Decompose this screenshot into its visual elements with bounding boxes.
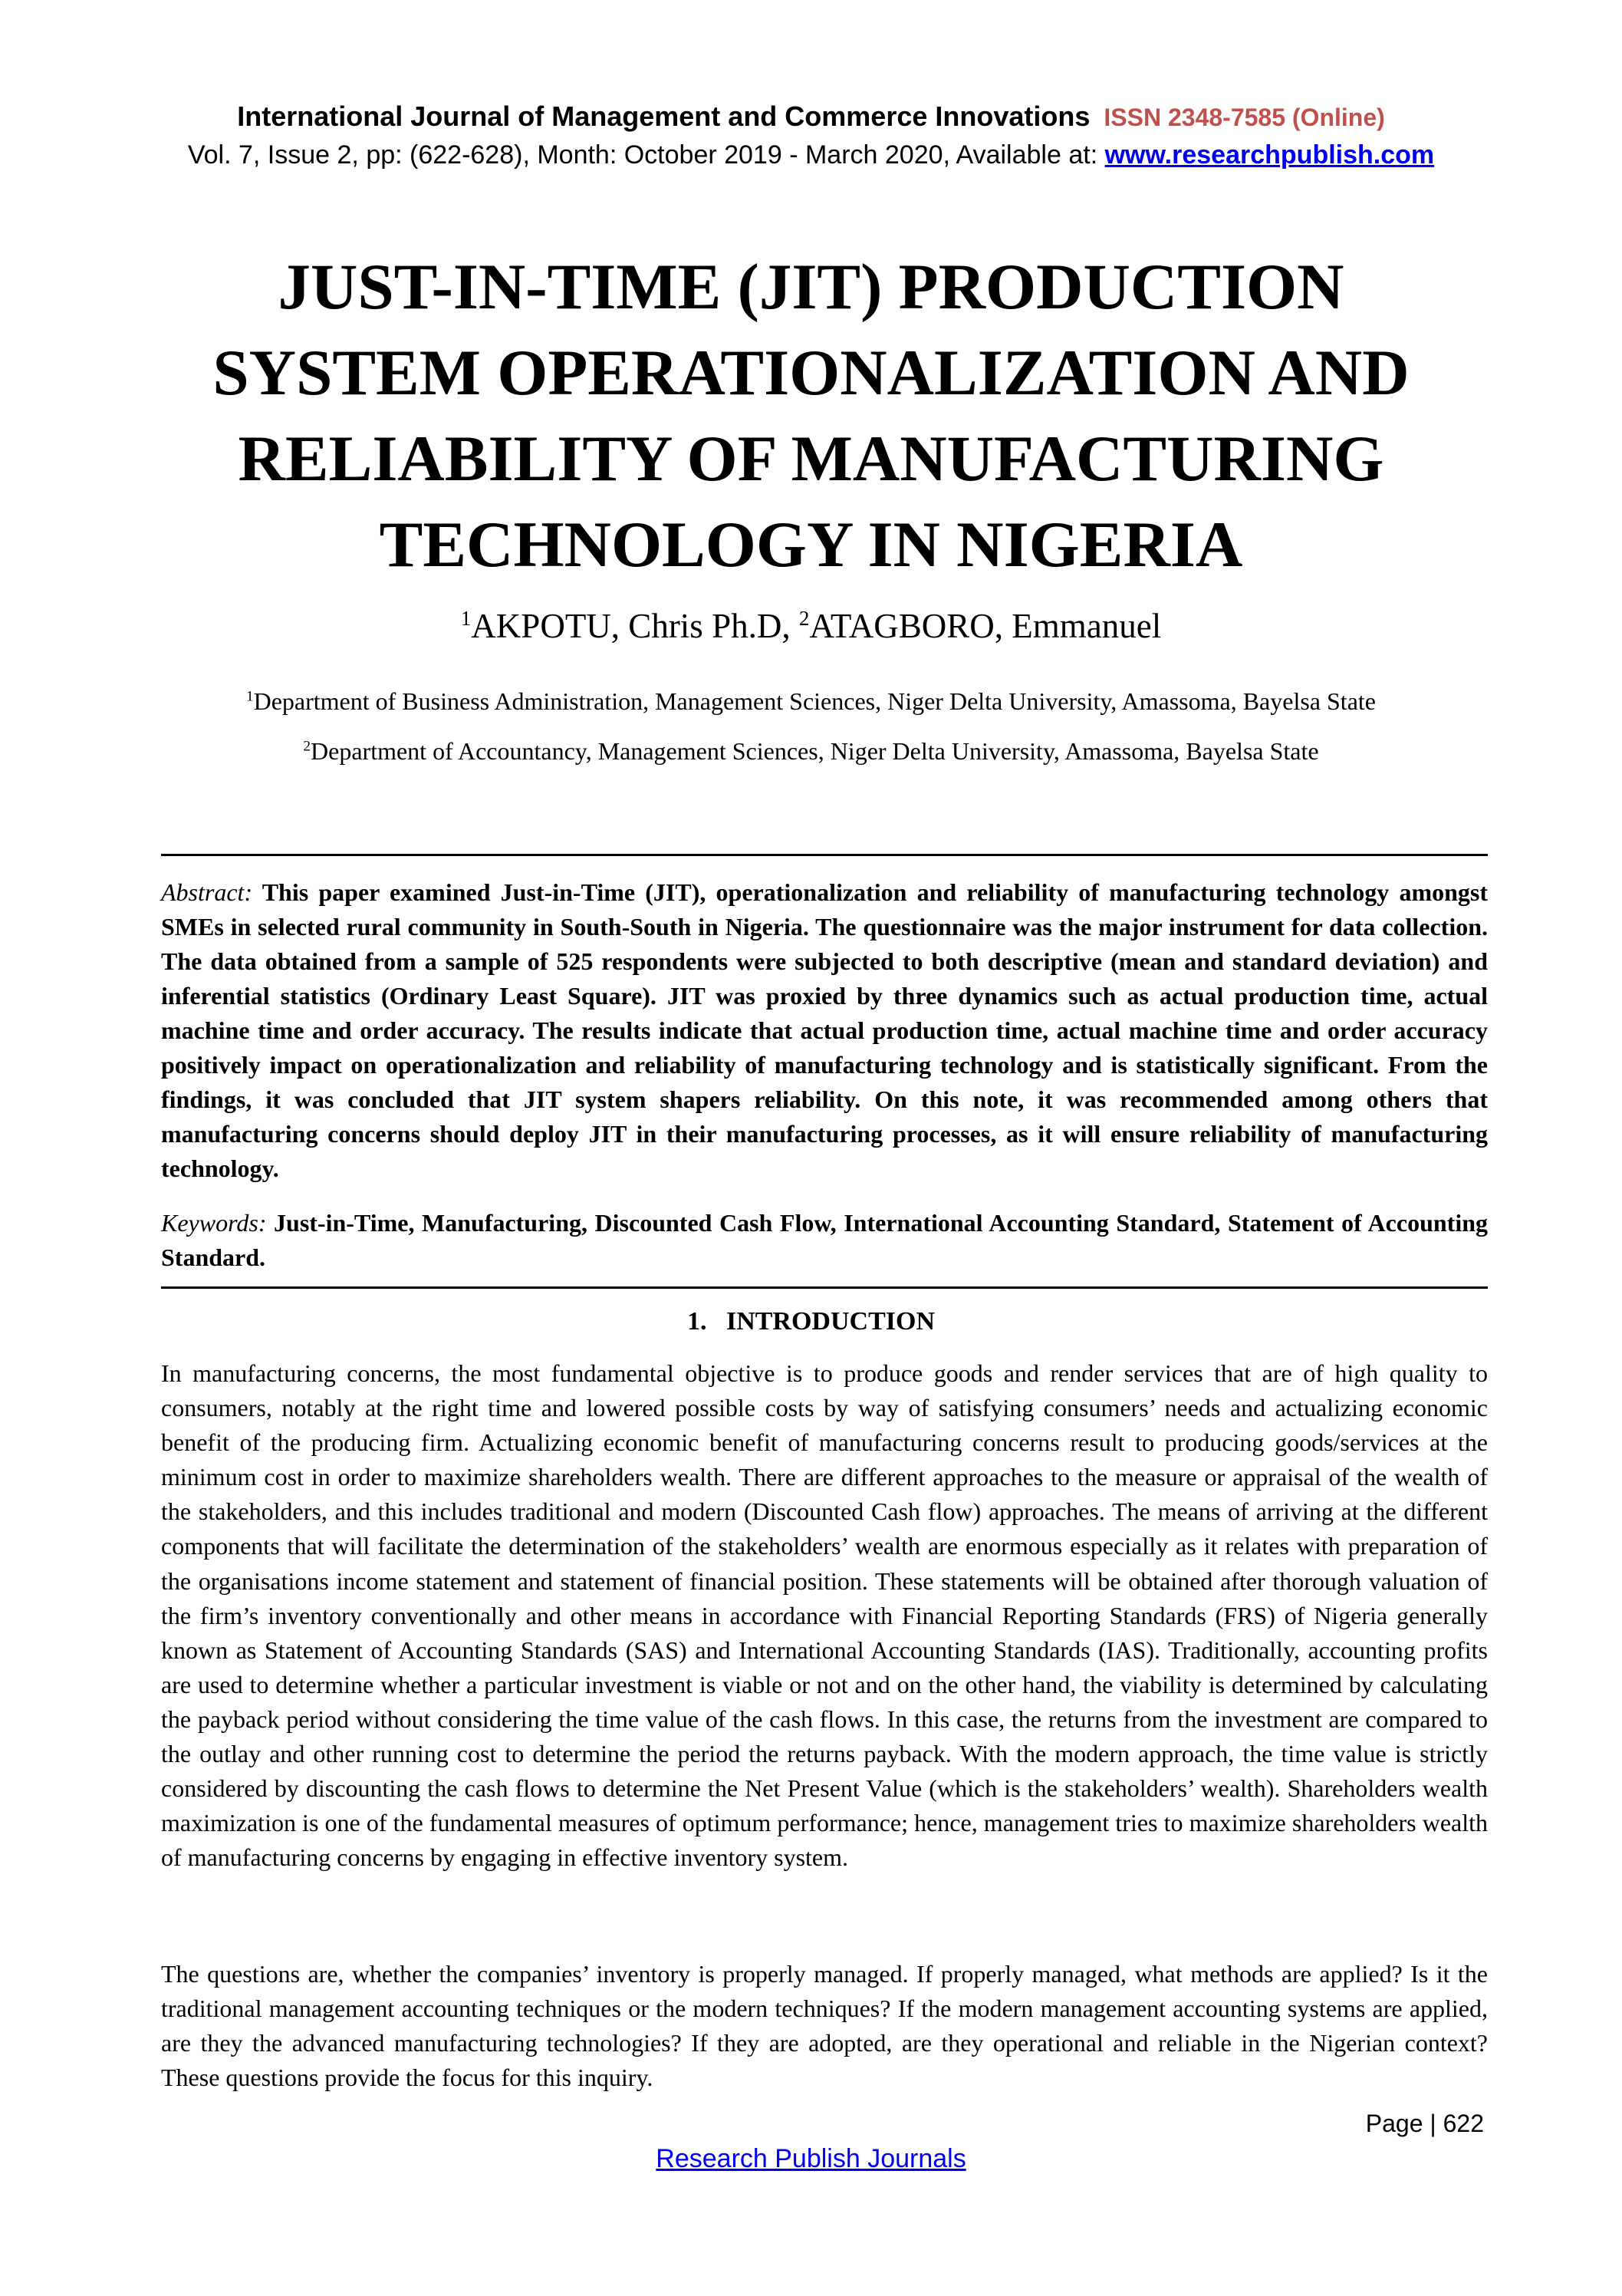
author-name: ATAGBORO, Emmanuel [809, 607, 1162, 645]
footer-link[interactable]: Research Publish Journals [656, 2144, 966, 2173]
journal-name: International Journal of Management and Commerce Innovations [237, 100, 1091, 132]
volume-info: Vol. 7, Issue 2, pp: (622-628), Month: October 2019 - March 2020, Available at: [187, 140, 1098, 170]
paper-title [0, 244, 1622, 588]
author-sup: 1 [460, 607, 472, 630]
body-paragraph: In manufacturing concerns, the most fundamental objective is to produce goods and render services that are of high quality to consumers, notably at the right time and lowered possible costs by way of satisfying consumers’ needs and actualizing economic benefit of the producing firm. Actualizing economic benefit of manufacturing concerns result to producing goods/services at the minimum cost in order to maximize shareholders wealth. There are different approaches to the measure or appraisal of the wealth of the stakeholders, and this includes traditional and modern (Discounted Cash flow) approaches. The means of arriving at the different components that will facilitate the determination of the stakeholders’ wealth are enormous especially as it relates with preparation of the organisations income statement and statement of financial position. These statements will be obtained after thorough valuation of the firm’s inventory conventionally and other means in accordance with Financial Reporting Standards (FRS) of Nigeria generally known as Statement of Accounting Standards (SAS) and International Accounting Standards (IAS). Traditionally, accounting profits are used to determine whether a particular investment is viable or not and on the other hand, the viability is determined by calculating the payback period without considering the time value of the cash flows. In this case, the returns from the investment are compared to the outlay and other running cost to determine the period the returns payback. With the modern approach, the time value is strictly considered by discounting the cash flows to determine the Net Present Value (which is the stakeholders’ wealth). Shareholders wealth maximization is one of the fundamental measures of optimum performance; hence, management tries to maximize shareholders wealth of manufacturing concerns by engaging in effective inventory system. [161, 1359, 1488, 1872]
keywords-label: Keywords: [161, 1209, 267, 1237]
divider [161, 854, 1488, 856]
page-number: Page | 622 [1365, 2110, 1484, 2137]
affiliation [0, 736, 1622, 766]
title-line: JUST-IN-TIME (JIT) PRODUCTION [278, 251, 1344, 323]
author-list [0, 603, 1622, 649]
divider [161, 1286, 1488, 1289]
affiliation-text: Department of Business Administration, Management Sciences, Niger Delta University, Amassoma, Bayelsa State [253, 687, 1376, 715]
affiliation-sup: 1 [246, 688, 254, 705]
section-number: 1. [686, 1307, 707, 1336]
title-line: TECHNOLOGY IN NIGERIA [379, 509, 1243, 581]
abstract [161, 875, 1488, 1186]
keywords [161, 1206, 1488, 1275]
title-line: RELIABILITY OF MANUFACTURING [238, 423, 1384, 495]
keywords-text: Just-in-Time, Manufacturing, Discounted Cash Flow, International Accounting Standard, Statement of Accounting Standard. [161, 1209, 1488, 1271]
abstract-text: This paper examined Just-in-Time (JIT), operationalization and reliability of manufacturing technology amongst SMEs in selected rural community in South-South in Nigeria. The questionnaire was the major instrument for data collection. The data obtained from a sample of 525 respondents were subjected to both descriptive (mean and standard deviation) and inferential statistics (Ordinary Least Square). JIT was proxied by three dynamics such as actual production time, actual machine time and order accuracy. The results indicate that actual production time, actual machine time and order accuracy positively impact on operationalization and reliability of manufacturing technology and is statistically significant. From the findings, it was concluded that JIT system shapers reliability. On this note, it was recommended among others that manufacturing concerns should deploy JIT in their manufacturing processes, as it will ensure reliability of manufacturing technology. [161, 878, 1489, 1182]
journal-header [0, 100, 1622, 134]
website-link[interactable]: www.researchpublish.com [1104, 140, 1435, 170]
volume-line [0, 138, 1622, 172]
affiliation [0, 686, 1622, 716]
section-title: INTRODUCTION [725, 1307, 936, 1336]
issn: ISSN 2348-7585 (Online) [1104, 104, 1385, 131]
abstract-label: Abstract: [161, 878, 253, 906]
author-sup: 2 [798, 607, 810, 630]
body-paragraph: The questions are, whether the companies’ inventory is properly managed. If properly managed, what methods are applied? Is it the traditional management accounting techniques or the modern techniques? If the modern management accounting systems are applied, are they the advanced manufacturing technologies? If they are adopted, are they operational and reliable in the Nigerian context? These questions provide the focus for this inquiry. [161, 1960, 1488, 2092]
affiliation-sup: 2 [303, 738, 311, 755]
title-line: SYSTEM OPERATIONALIZATION AND [212, 337, 1410, 409]
footer [0, 2142, 1622, 2176]
author-name: AKPOTU, Chris Ph.D, [471, 607, 791, 645]
section-heading [0, 1304, 1622, 1339]
affiliation-text: Department of Accountancy, Management Sciences, Niger Delta University, Amassoma, Bayelsa State [311, 737, 1319, 765]
